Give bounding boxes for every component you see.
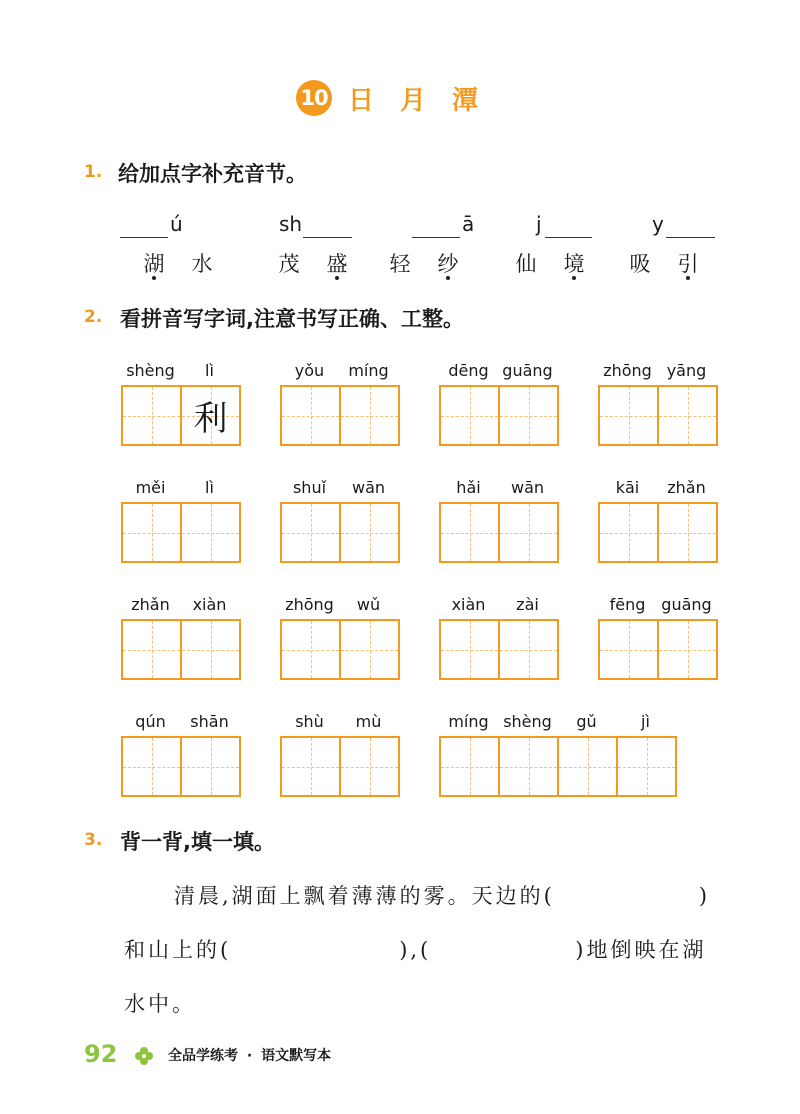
char: 水	[191, 252, 213, 276]
q3-passage-line-3: 水中。	[124, 992, 196, 1016]
writing-cell[interactable]	[282, 387, 339, 444]
writing-cell[interactable]	[282, 504, 339, 561]
pinyin-row: shuǐ wān	[292, 478, 386, 497]
writing-cell[interactable]: 利	[180, 387, 239, 444]
writing-cell[interactable]	[616, 738, 675, 795]
clover-icon	[134, 1046, 154, 1066]
pinyin-blank-2[interactable]: sh	[279, 208, 354, 238]
pinyin-row: zhǎn xiàn	[131, 595, 227, 614]
pinyin-blank-3[interactable]: ā	[412, 208, 482, 238]
writing-cell[interactable]	[498, 387, 557, 444]
q3-title: 背一背,填一填。	[120, 830, 275, 854]
char: 湖	[130, 248, 178, 278]
emphasis-dot	[686, 276, 690, 280]
char: 轻	[389, 252, 411, 276]
writing-cell[interactable]	[123, 621, 180, 678]
pinyin-row: xiàn zài	[451, 595, 539, 614]
char: 境	[550, 248, 598, 278]
writing-cell[interactable]	[441, 738, 498, 795]
writing-cell[interactable]	[339, 621, 398, 678]
writing-cell[interactable]	[600, 387, 657, 444]
pinyin-blank-5[interactable]: y	[652, 208, 716, 238]
writing-cell[interactable]	[180, 738, 239, 795]
writing-cell[interactable]	[498, 621, 557, 678]
writing-cell[interactable]	[282, 738, 339, 795]
q1-title: 给加点字补充音节。	[118, 162, 307, 186]
char: 引	[664, 248, 712, 278]
q3-passage-line-1: 清晨,湖面上飘着薄薄的雾。天边的( )	[174, 884, 711, 908]
lesson-title	[0, 78, 800, 118]
writing-cell[interactable]	[657, 621, 716, 678]
writing-cell[interactable]	[339, 387, 398, 444]
q2-number: 2.	[84, 307, 103, 327]
writing-cell[interactable]	[339, 738, 398, 795]
page-title: 日月潭	[347, 85, 504, 116]
word-xiyin	[616, 248, 712, 278]
emphasis-dot	[446, 276, 450, 280]
writing-cell[interactable]	[339, 504, 398, 561]
q1-number: 1.	[84, 162, 103, 182]
pinyin-row: kāi zhǎn	[615, 478, 706, 497]
writing-cell[interactable]	[657, 504, 716, 561]
writing-cell[interactable]	[180, 621, 239, 678]
writing-cell[interactable]	[123, 504, 180, 561]
pinyin-row: yǒu míng	[294, 361, 389, 380]
char: 纱	[424, 248, 472, 278]
pinyin-blank-1[interactable]: ú	[120, 208, 190, 238]
writing-cell[interactable]	[498, 738, 557, 795]
writing-cell[interactable]	[498, 504, 557, 561]
footer-book-title: 全品学练考 · 语文默写本	[168, 1048, 332, 1064]
pinyin-row: měi lì	[135, 478, 214, 497]
emphasis-dot	[152, 276, 156, 280]
pinyin-row: dēng guāng	[448, 361, 553, 380]
writing-cell[interactable]	[123, 738, 180, 795]
pinyin-row: míng shèng gǔ jì	[448, 712, 650, 731]
pinyin-row: zhōng wǔ	[285, 595, 381, 614]
writing-cell[interactable]	[441, 621, 498, 678]
writing-cell[interactable]	[600, 621, 657, 678]
writing-cell[interactable]	[282, 621, 339, 678]
writing-cell[interactable]	[180, 504, 239, 561]
word-qingsha	[376, 248, 472, 278]
pinyin-row: qún shān	[135, 712, 229, 731]
writing-cell[interactable]	[557, 738, 616, 795]
writing-cell[interactable]	[600, 504, 657, 561]
word-xianjing	[502, 248, 598, 278]
emphasis-dot	[335, 276, 339, 280]
char: 盛	[313, 248, 361, 278]
writing-cell[interactable]	[441, 504, 498, 561]
page-number: 92	[84, 1040, 118, 1068]
writing-cell[interactable]	[441, 387, 498, 444]
writing-cell[interactable]	[123, 387, 180, 444]
char: 吸	[629, 252, 651, 276]
writing-cell[interactable]	[657, 387, 716, 444]
emphasis-dot	[572, 276, 576, 280]
word-huhshui	[130, 248, 226, 278]
pinyin-row: hǎi wān	[456, 478, 545, 497]
char: 仙	[515, 252, 537, 276]
pinyin-row: shèng lì	[126, 361, 214, 380]
q3-passage-line-2: 和山上的( ),( )地倒映在湖	[124, 938, 707, 962]
pinyin-row: fēng guāng	[609, 595, 712, 614]
char: 茂	[278, 252, 300, 276]
word-maosheng	[265, 248, 361, 278]
pinyin-row: zhōng yāng	[603, 361, 707, 380]
q2-title: 看拼音写字词,注意书写正确、工整。	[120, 307, 464, 331]
pinyin-blank-4[interactable]: j	[536, 208, 596, 238]
pinyin-row: shù mù	[295, 712, 382, 731]
q3-number: 3.	[84, 830, 103, 850]
lesson-number-badge: 10	[296, 80, 332, 116]
